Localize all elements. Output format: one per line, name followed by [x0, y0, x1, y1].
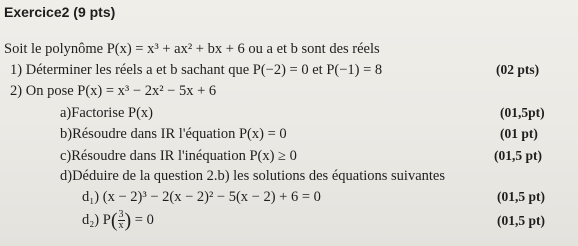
equation-d2-points: (01,5 pt)	[497, 213, 545, 228]
question-2c: c)Résoudre dans IR l'inéquation P(x) ≥ 0	[60, 148, 297, 164]
equation-d2-fraction	[118, 210, 125, 231]
fraction-denominator: x	[118, 220, 124, 232]
equation-d1-points: (01,5 pt)	[497, 189, 545, 204]
intro-text: Soit le polynôme P(x) = x³ + ax² + bx + 6 ou a et b sont des réels	[4, 41, 380, 57]
question-2b-points: (01 pt)	[500, 126, 538, 141]
question-1-number: 1)	[10, 62, 23, 78]
equation-d2-open-paren: (	[110, 209, 118, 232]
question-2c-points: (01,5 pt)	[494, 148, 542, 163]
question-2a: a)Factorise P(x)	[60, 105, 154, 121]
exercise-title: Exercice2 (9 pts)	[4, 4, 116, 20]
question-2-number: 2)	[10, 83, 23, 99]
equation-d2-equals: = 0	[134, 212, 154, 228]
question-2a-points: (01,5pt)	[500, 105, 545, 120]
question-2-text: On pose P(x) = x³ − 2x² − 5x + 6	[25, 83, 217, 99]
fraction-numerator: 3	[118, 209, 124, 221]
equation-d1: d₁) (x − 2)³ − 2(x − 2)² − 5(x − 2) + 6 = 0	[82, 189, 321, 205]
question-1-points: (02 pts)	[496, 62, 540, 77]
question-2	[10, 82, 216, 100]
equation-d2-close-paren: )	[124, 209, 132, 232]
question-1	[10, 61, 382, 79]
question-1-text: Déterminer les réels a et b sachant que P(−2) = 0 et P(−1) = 8	[25, 62, 383, 78]
equation-d2-label: d₂) P	[82, 212, 111, 228]
question-2b: b)Résoudre dans IR l'équation P(x) = 0	[60, 126, 287, 142]
question-2d: d)Déduire de la question 2.b) les solutions des équations suivantes	[60, 168, 445, 184]
equation-d2	[82, 208, 154, 233]
